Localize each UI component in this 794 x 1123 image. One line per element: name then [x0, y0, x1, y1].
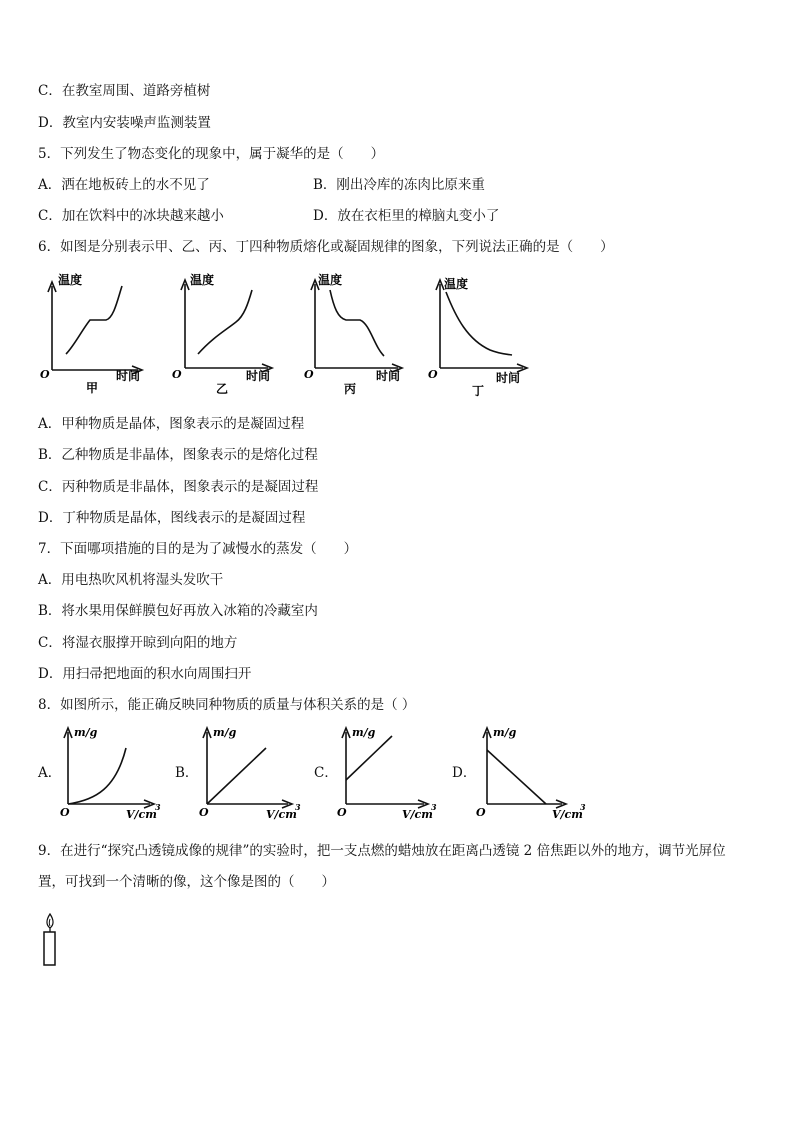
q8-line-b — [207, 748, 266, 804]
q8-xlabel-b: V/cm — [266, 808, 297, 821]
q6-ylabel-ding: 温度 — [444, 277, 469, 291]
q8-xlabel-sup-d: 3 — [580, 802, 586, 812]
q8-origin-a: O — [60, 806, 70, 819]
q5-stem: 5．下列发生了物态变化的现象中，属于凝华的是（ ） — [38, 146, 385, 162]
q6-curve-yi — [198, 290, 252, 354]
q8-origin-d: O — [476, 806, 486, 819]
q7-option-a: A．用电热吹风机将湿头发吹干 — [38, 572, 224, 588]
q8-xlabel-sup-a: 3 — [155, 802, 161, 812]
q4-option-c: C．在教室周围、道路旁植树 — [38, 83, 211, 99]
q6-curve-ding — [446, 292, 512, 355]
q5-option-a: A．洒在地板砖上的水不见了 — [38, 177, 210, 193]
candle-icon — [40, 912, 60, 968]
q8-option-b-letter: B． — [175, 765, 199, 781]
q7-stem: 7．下面哪项措施的目的是为了减慢水的蒸发（ ） — [38, 541, 358, 557]
q6-option-a: A．甲种物质是晶体，图象表示的是凝固过程 — [38, 416, 305, 432]
q8-option-a-letter: A． — [38, 765, 62, 781]
q8-ylabel-b: m/g — [213, 726, 237, 739]
q8-stem: 8．如图所示，能正确反映同种物质的质量与体积关系的是（ ） — [38, 697, 416, 713]
q6-xlabel-yi: 时间 — [246, 369, 271, 383]
q6-name-yi: 乙 — [216, 382, 229, 396]
q7-option-b: B．将水果用保鲜膜包好再放入冰箱的冷藏室内 — [38, 603, 318, 619]
q6-graph-jia — [40, 272, 142, 395]
q6-xlabel-bing: 时间 — [376, 369, 401, 383]
q6-graph-ding — [428, 276, 527, 398]
q5-option-d: D．放在衣柜里的樟脑丸变小了 — [313, 208, 500, 224]
q6-stem: 6．如图是分别表示甲、乙、丙、丁四种物质熔化或凝固规律的图象，下列说法正确的是（ ） — [38, 239, 614, 255]
q8-xlabel-d: V/cm — [552, 808, 583, 821]
q5-option-c: C．加在饮料中的冰块越来越小 — [38, 208, 224, 224]
q7-option-d: D．用扫帚把地面的积水向周围扫开 — [38, 666, 252, 682]
q6-graph-bing — [304, 272, 402, 396]
q6-origin-yi: O — [172, 368, 182, 381]
q6-ylabel-jia: 温度 — [58, 273, 83, 287]
q6-ylabel-bing: 温度 — [318, 273, 343, 287]
q9-stem-line1: 9．在进行“探究凸透镜成像的规律”的实验时，把一支点燃的蜡烛放在距离凸透镜 2 倍焦距以外的地方，调节光屏位 — [38, 843, 726, 859]
q6-option-d: D．丁种物质是晶体，图线表示的是凝固过程 — [38, 510, 306, 526]
q8-graph-d — [476, 726, 586, 821]
q6-origin-jia: O — [40, 368, 50, 381]
q8-xlabel-sup-c: 3 — [431, 802, 437, 812]
q6-name-bing: 丙 — [344, 382, 357, 396]
q6-graphs-figure — [0, 268, 794, 404]
q8-xlabel-a: V/cm — [126, 808, 157, 821]
q9-stem-line2: 置，可找到一个清晰的像，这个像是图的（ ） — [38, 874, 335, 890]
q6-xlabel-ding: 时间 — [496, 371, 521, 385]
q8-graph-b — [199, 726, 301, 821]
q6-name-jia: 甲 — [86, 381, 99, 395]
q8-xlabel-c: V/cm — [402, 808, 433, 821]
q5-option-b: B．刚出冷库的冻肉比原来重 — [313, 177, 485, 193]
q8-line-d — [487, 750, 546, 804]
q7-option-c: C．将湿衣服撑开晾到向阳的地方 — [38, 635, 238, 651]
q8-ylabel-a: m/g — [74, 726, 98, 739]
q6-curve-bing — [330, 290, 384, 356]
q6-option-c: C．丙种物质是非晶体，图象表示的是凝固过程 — [38, 479, 319, 495]
q6-curve-jia — [66, 286, 122, 354]
q6-xlabel-jia: 时间 — [116, 369, 141, 383]
q8-ylabel-d: m/g — [493, 726, 517, 739]
q8-origin-c: O — [337, 806, 347, 819]
q8-option-d-letter: D． — [452, 765, 477, 781]
q6-name-ding: 丁 — [472, 384, 485, 398]
q6-origin-bing: O — [304, 368, 314, 381]
q8-option-c-letter: C． — [314, 765, 338, 781]
q8-ylabel-c: m/g — [352, 726, 376, 739]
q6-option-b: B．乙种物质是非晶体，图象表示的是熔化过程 — [38, 447, 318, 463]
q6-ylabel-yi: 温度 — [190, 273, 215, 287]
q8-origin-b: O — [199, 806, 209, 819]
q8-graph-a — [60, 726, 161, 821]
q8-xlabel-sup-b: 3 — [295, 802, 301, 812]
q8-graph-c — [337, 726, 437, 821]
q8-line-c — [346, 736, 392, 780]
q6-origin-ding: O — [428, 368, 438, 381]
q8-curve-a — [68, 748, 126, 804]
q6-graph-yi — [172, 272, 272, 396]
q4-option-d: D．教室内安装噪声监测装置 — [38, 115, 211, 131]
q8-graphs-figure — [0, 722, 794, 828]
